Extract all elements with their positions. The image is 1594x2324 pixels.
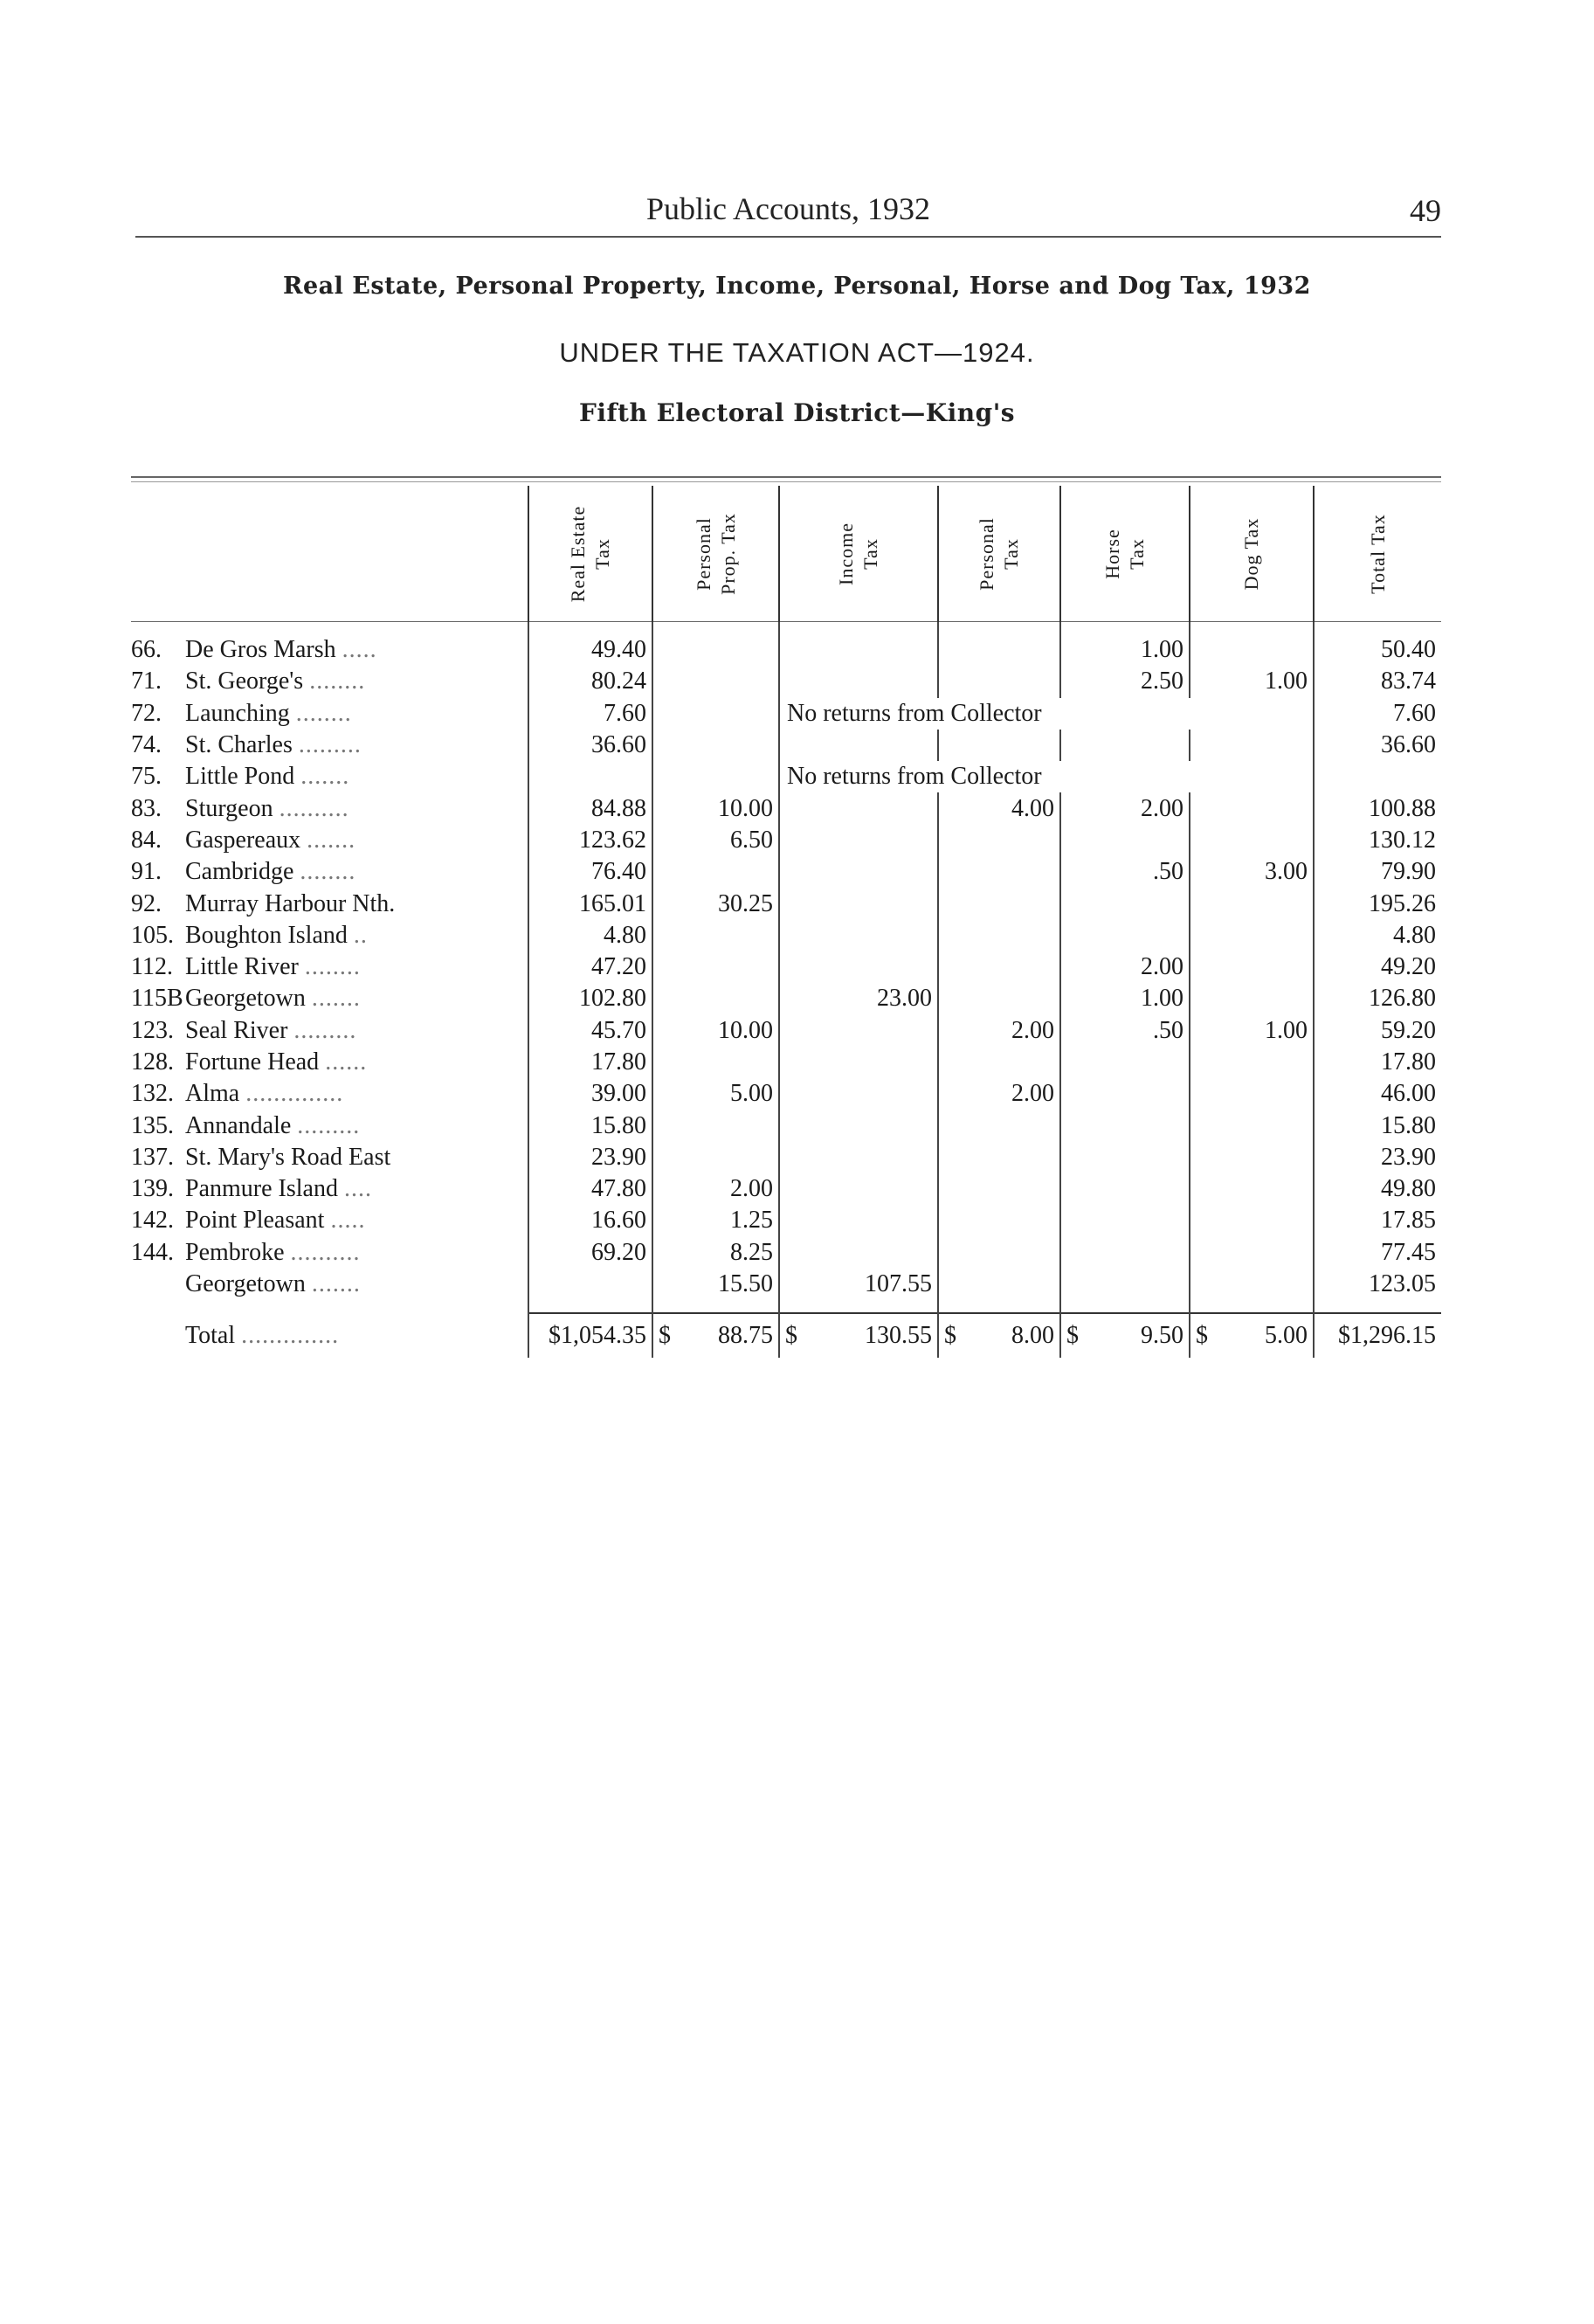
cell-personal bbox=[938, 888, 1060, 919]
no-returns-note: No returns from Collector bbox=[779, 698, 1314, 730]
table-row bbox=[131, 698, 1441, 730]
district-name-cell bbox=[131, 761, 528, 792]
cell-personal-prop bbox=[652, 1110, 779, 1141]
cell-personal-prop bbox=[652, 666, 779, 697]
cell-income: 23.00 bbox=[779, 983, 938, 1014]
cell-personal-prop bbox=[652, 634, 779, 666]
district-name: Murray Harbour Nth. bbox=[185, 889, 396, 917]
cell-horse: 2.00 bbox=[1060, 951, 1190, 983]
cell-personal bbox=[938, 1173, 1060, 1205]
column-header-real-estate bbox=[528, 486, 652, 622]
cell-personal bbox=[938, 951, 1060, 983]
district-number: 75. bbox=[131, 763, 162, 791]
cell-personal bbox=[938, 1110, 1060, 1141]
district-number: 144. bbox=[131, 1238, 174, 1266]
leader-dots: ........ bbox=[304, 953, 361, 981]
column-header-line: Dog Tax bbox=[1240, 517, 1262, 590]
column-header-horse bbox=[1060, 486, 1190, 622]
leader-dots: ........ bbox=[295, 699, 352, 727]
total-label-cell bbox=[131, 1313, 528, 1358]
district-name-cell bbox=[131, 1173, 528, 1205]
district-name-cell bbox=[131, 1142, 528, 1173]
cell-dog bbox=[1190, 1269, 1314, 1300]
total-real-estate: $1,054.35 bbox=[528, 1313, 652, 1358]
district-name: Panmure Island bbox=[185, 1175, 338, 1203]
table-row bbox=[131, 1110, 1441, 1141]
district-name-cell bbox=[131, 634, 528, 666]
district-name: Fortune Head bbox=[185, 1048, 320, 1076]
cell-dog bbox=[1190, 792, 1314, 824]
cell-personal bbox=[938, 1205, 1060, 1236]
district-number: 123. bbox=[131, 1016, 174, 1044]
page-title: Real Estate, Personal Property, Income, Personal, Horse and Dog Tax, 1932 bbox=[283, 273, 1311, 300]
district-number: 74. bbox=[131, 731, 162, 759]
running-head bbox=[135, 190, 1441, 238]
district-number: 84. bbox=[131, 826, 162, 854]
cell-personal-prop: 8.25 bbox=[652, 1237, 779, 1269]
table-top-rule bbox=[131, 476, 1441, 478]
tax-table bbox=[131, 486, 1441, 1358]
district-name-cell bbox=[131, 792, 528, 824]
page-number: 49 bbox=[1410, 193, 1441, 228]
total-personal-prop-cell bbox=[652, 1313, 779, 1358]
leader-dots: ......... bbox=[293, 1016, 357, 1044]
no-returns-note: No returns from Collector bbox=[779, 761, 1314, 792]
district-name: Annandale bbox=[185, 1111, 292, 1139]
table-row bbox=[131, 1078, 1441, 1110]
cell-personal bbox=[938, 666, 1060, 697]
district-name-cell bbox=[131, 920, 528, 951]
cell-personal-prop bbox=[652, 920, 779, 951]
district-number: 92. bbox=[131, 889, 162, 917]
cell-personal-prop: 10.00 bbox=[652, 1015, 779, 1047]
cell-dog bbox=[1190, 1142, 1314, 1173]
cell-personal bbox=[938, 856, 1060, 888]
cell-total: 46.00 bbox=[1314, 1078, 1441, 1110]
cell-personal-prop: 30.25 bbox=[652, 888, 779, 919]
cell-real-estate: 17.80 bbox=[528, 1047, 652, 1078]
cell-income bbox=[779, 666, 938, 697]
column-header-personal-prop bbox=[652, 486, 779, 622]
cell-personal-prop: 10.00 bbox=[652, 792, 779, 824]
district-name: Pembroke bbox=[185, 1238, 285, 1266]
total-label: Total bbox=[185, 1321, 236, 1349]
district-name-cell bbox=[131, 1269, 528, 1300]
district-name-cell bbox=[131, 825, 528, 856]
cell-personal-prop bbox=[652, 1142, 779, 1173]
district-number: 115B bbox=[131, 985, 183, 1013]
district-name: Georgetown bbox=[185, 1270, 306, 1298]
cell-total: 123.05 bbox=[1314, 1269, 1441, 1300]
cell-horse: .50 bbox=[1060, 856, 1190, 888]
cell-income bbox=[779, 888, 938, 919]
cell-total: 59.20 bbox=[1314, 1015, 1441, 1047]
cell-real-estate: 23.90 bbox=[528, 1142, 652, 1173]
cell-real-estate: 45.70 bbox=[528, 1015, 652, 1047]
cell-total: 49.20 bbox=[1314, 951, 1441, 983]
district-name-cell bbox=[131, 1237, 528, 1269]
cell-income bbox=[779, 951, 938, 983]
district-number: 128. bbox=[131, 1048, 174, 1076]
cell-horse: 2.00 bbox=[1060, 792, 1190, 824]
leader-dots: ........ bbox=[300, 858, 356, 886]
column-header-line: Tax bbox=[859, 537, 881, 570]
cell-real-estate: 165.01 bbox=[528, 888, 652, 919]
district-number: 66. bbox=[131, 636, 162, 664]
table-row bbox=[131, 888, 1441, 919]
cell-real-estate: 39.00 bbox=[528, 1078, 652, 1110]
column-header-line: Personal bbox=[976, 516, 997, 591]
cell-income bbox=[779, 1205, 938, 1236]
district-name: Gaspereaux bbox=[185, 826, 301, 854]
cell-personal: 4.00 bbox=[938, 792, 1060, 824]
cell-real-estate: 47.80 bbox=[528, 1173, 652, 1205]
cell-total: 15.80 bbox=[1314, 1110, 1441, 1141]
cell-total: 126.80 bbox=[1314, 983, 1441, 1014]
cell-income bbox=[779, 856, 938, 888]
column-header-dog bbox=[1190, 486, 1314, 622]
district-name-cell bbox=[131, 1205, 528, 1236]
cell-personal-prop bbox=[652, 730, 779, 761]
cell-horse bbox=[1060, 1237, 1190, 1269]
district-name-cell bbox=[131, 951, 528, 983]
cell-total: 49.80 bbox=[1314, 1173, 1441, 1205]
district-number: 72. bbox=[131, 699, 162, 727]
district-heading: Fifth Electoral District—King's bbox=[578, 398, 1016, 427]
cell-dog bbox=[1190, 920, 1314, 951]
district-name-cell bbox=[131, 666, 528, 697]
cell-horse: 1.00 bbox=[1060, 983, 1190, 1014]
district-name: Alma bbox=[185, 1080, 240, 1108]
table-header bbox=[131, 486, 1441, 622]
cell-total: 17.80 bbox=[1314, 1047, 1441, 1078]
cell-personal-prop bbox=[652, 983, 779, 1014]
leader-dots: ...... bbox=[325, 1048, 368, 1076]
leader-dots: ....... bbox=[311, 1270, 361, 1298]
cell-personal bbox=[938, 920, 1060, 951]
column-header-income bbox=[779, 486, 938, 622]
column-header-personal bbox=[938, 486, 1060, 622]
cell-dog bbox=[1190, 634, 1314, 666]
cell-personal-prop bbox=[652, 856, 779, 888]
cell-real-estate: 49.40 bbox=[528, 634, 652, 666]
currency-sign: $ bbox=[659, 1322, 671, 1350]
table-row bbox=[131, 1173, 1441, 1205]
district-name-cell bbox=[131, 1015, 528, 1047]
currency-sign: $ bbox=[1066, 1322, 1079, 1350]
leader-dots: ........ bbox=[309, 667, 366, 695]
district-number: 137. bbox=[131, 1143, 174, 1171]
district-name: Cambridge bbox=[185, 858, 294, 886]
table-row bbox=[131, 920, 1441, 951]
cell-income bbox=[779, 1173, 938, 1205]
cell-dog: 1.00 bbox=[1190, 666, 1314, 697]
column-header-district bbox=[131, 486, 528, 622]
cell-horse bbox=[1060, 1269, 1190, 1300]
cell-horse bbox=[1060, 1110, 1190, 1141]
leader-dots: .. bbox=[353, 921, 368, 949]
district-name-cell bbox=[131, 1078, 528, 1110]
table-row bbox=[131, 761, 1441, 792]
cell-dog bbox=[1190, 825, 1314, 856]
cell-real-estate: 47.20 bbox=[528, 951, 652, 983]
cell-real-estate: 123.62 bbox=[528, 825, 652, 856]
table-row bbox=[131, 951, 1441, 983]
column-header-line: Prop. Tax bbox=[716, 512, 739, 595]
cell-income: 107.55 bbox=[779, 1269, 938, 1300]
district-name: Sturgeon bbox=[185, 794, 273, 822]
cell-income bbox=[779, 1078, 938, 1110]
district-number: 83. bbox=[131, 794, 162, 822]
cell-income bbox=[779, 792, 938, 824]
cell-real-estate: 36.60 bbox=[528, 730, 652, 761]
cell-total: 23.90 bbox=[1314, 1142, 1441, 1173]
district-name-cell bbox=[131, 983, 528, 1014]
cell-income bbox=[779, 1110, 938, 1141]
district-name-cell bbox=[131, 730, 528, 761]
cell-real-estate bbox=[528, 1269, 652, 1300]
total-horse: 9.50 bbox=[1141, 1322, 1183, 1350]
cell-real-estate bbox=[528, 761, 652, 792]
district-number: 105. bbox=[131, 921, 174, 949]
cell-dog bbox=[1190, 951, 1314, 983]
cell-income bbox=[779, 1015, 938, 1047]
table-row bbox=[131, 1015, 1441, 1047]
running-head-title: Public Accounts, 1932 bbox=[646, 191, 930, 226]
cell-real-estate: 16.60 bbox=[528, 1205, 652, 1236]
total-total: $1,296.15 bbox=[1314, 1313, 1441, 1358]
cell-real-estate: 7.60 bbox=[528, 698, 652, 730]
column-header-line: Total Tax bbox=[1366, 513, 1389, 594]
cell-personal-prop: 2.00 bbox=[652, 1173, 779, 1205]
total-personal: 8.00 bbox=[1011, 1322, 1054, 1350]
cell-dog bbox=[1190, 1110, 1314, 1141]
leader-dots: ....... bbox=[300, 763, 350, 791]
cell-total: 195.26 bbox=[1314, 888, 1441, 919]
cell-personal-prop bbox=[652, 761, 779, 792]
cell-dog bbox=[1190, 730, 1314, 761]
table-row bbox=[131, 730, 1441, 761]
cell-horse bbox=[1060, 825, 1190, 856]
district-name: Little Pond bbox=[185, 763, 295, 791]
page-subtitle: UNDER THE TAXATION ACT—1924. bbox=[559, 337, 1035, 368]
district-name: Boughton Island bbox=[185, 921, 348, 949]
cell-horse bbox=[1060, 1142, 1190, 1173]
district-name-cell bbox=[131, 856, 528, 888]
cell-personal-prop: 15.50 bbox=[652, 1269, 779, 1300]
district-name: Seal River bbox=[185, 1016, 288, 1044]
cell-personal bbox=[938, 1269, 1060, 1300]
district-name: St. George's bbox=[185, 667, 304, 695]
table-row bbox=[131, 792, 1441, 824]
leader-dots: ....... bbox=[307, 826, 356, 854]
leader-dots: ..... bbox=[342, 636, 377, 664]
cell-personal bbox=[938, 634, 1060, 666]
district-name-cell bbox=[131, 888, 528, 919]
cell-dog: 1.00 bbox=[1190, 1015, 1314, 1047]
cell-total: 130.12 bbox=[1314, 825, 1441, 856]
leader-dots: .......... bbox=[279, 794, 349, 822]
table-row bbox=[131, 666, 1441, 697]
cell-dog bbox=[1190, 1173, 1314, 1205]
cell-personal-prop bbox=[652, 1047, 779, 1078]
district-number: 142. bbox=[131, 1207, 174, 1235]
leader-dots: ......... bbox=[297, 1111, 361, 1139]
cell-personal bbox=[938, 1237, 1060, 1269]
leader-dots: ..... bbox=[330, 1207, 366, 1235]
cell-total: 4.80 bbox=[1314, 920, 1441, 951]
cell-total: 50.40 bbox=[1314, 634, 1441, 666]
cell-dog bbox=[1190, 888, 1314, 919]
cell-total: 17.85 bbox=[1314, 1205, 1441, 1236]
cell-total bbox=[1314, 761, 1441, 792]
cell-real-estate: 84.88 bbox=[528, 792, 652, 824]
table-row bbox=[131, 825, 1441, 856]
column-header-line: Personal bbox=[692, 516, 714, 591]
cell-real-estate: 15.80 bbox=[528, 1110, 652, 1141]
cell-personal-prop: 1.25 bbox=[652, 1205, 779, 1236]
cell-dog bbox=[1190, 1047, 1314, 1078]
cell-dog bbox=[1190, 1078, 1314, 1110]
cell-total: 83.74 bbox=[1314, 666, 1441, 697]
district-name: St. Mary's Road East bbox=[185, 1143, 391, 1171]
cell-income bbox=[779, 1047, 938, 1078]
cell-total: 36.60 bbox=[1314, 730, 1441, 761]
leader-dots: .... bbox=[343, 1175, 372, 1203]
cell-income bbox=[779, 1142, 938, 1173]
cell-personal bbox=[938, 1047, 1060, 1078]
district-number: 132. bbox=[131, 1080, 174, 1108]
currency-sign: $ bbox=[1196, 1322, 1208, 1350]
district-name-cell bbox=[131, 698, 528, 730]
cell-dog bbox=[1190, 1237, 1314, 1269]
leader-dots: ....... bbox=[311, 985, 361, 1013]
cell-personal-prop: 6.50 bbox=[652, 825, 779, 856]
column-header-total bbox=[1314, 486, 1441, 622]
district-name: Little River bbox=[185, 953, 299, 981]
cell-income bbox=[779, 730, 938, 761]
total-horse-cell bbox=[1060, 1313, 1190, 1358]
cell-horse bbox=[1060, 920, 1190, 951]
district-name-cell bbox=[131, 1047, 528, 1078]
cell-personal bbox=[938, 730, 1060, 761]
leader-dots: .............. bbox=[241, 1321, 340, 1349]
table-spacer-row bbox=[131, 1300, 1441, 1313]
table-spacer-row bbox=[131, 622, 1441, 635]
total-dog: 5.00 bbox=[1265, 1322, 1308, 1350]
table-row bbox=[131, 1047, 1441, 1078]
cell-real-estate: 80.24 bbox=[528, 666, 652, 697]
table-row bbox=[131, 1142, 1441, 1173]
total-row bbox=[131, 1313, 1441, 1358]
cell-personal bbox=[938, 825, 1060, 856]
district-name: Point Pleasant bbox=[185, 1207, 325, 1235]
district-name-cell bbox=[131, 1110, 528, 1141]
currency-sign: $ bbox=[785, 1322, 797, 1350]
leader-dots: .............. bbox=[245, 1080, 344, 1108]
cell-income bbox=[779, 1237, 938, 1269]
cell-total: 79.90 bbox=[1314, 856, 1441, 888]
cell-dog bbox=[1190, 1205, 1314, 1236]
cell-personal-prop: 5.00 bbox=[652, 1078, 779, 1110]
table-row bbox=[131, 634, 1441, 666]
cell-dog bbox=[1190, 983, 1314, 1014]
table-row bbox=[131, 856, 1441, 888]
leader-dots: .......... bbox=[290, 1238, 361, 1266]
cell-horse bbox=[1060, 1078, 1190, 1110]
column-header-line: Tax bbox=[1126, 537, 1148, 570]
district-name: De Gros Marsh bbox=[185, 636, 336, 664]
cell-real-estate: 4.80 bbox=[528, 920, 652, 951]
cell-horse: .50 bbox=[1060, 1015, 1190, 1047]
cell-income bbox=[779, 825, 938, 856]
total-income: 130.55 bbox=[865, 1322, 932, 1350]
cell-dog: 3.00 bbox=[1190, 856, 1314, 888]
cell-total: 77.45 bbox=[1314, 1237, 1441, 1269]
column-header-line: Horse bbox=[1101, 528, 1123, 579]
currency-sign: $ bbox=[944, 1322, 956, 1350]
cell-personal-prop bbox=[652, 698, 779, 730]
total-income-cell bbox=[779, 1313, 938, 1358]
cell-personal bbox=[938, 1142, 1060, 1173]
district-name: Launching bbox=[185, 699, 290, 727]
cell-income bbox=[779, 634, 938, 666]
column-header-line: Tax bbox=[591, 537, 613, 570]
cell-horse: 1.00 bbox=[1060, 634, 1190, 666]
cell-real-estate: 69.20 bbox=[528, 1237, 652, 1269]
district-name: St. Charles bbox=[185, 731, 293, 759]
table-body bbox=[131, 622, 1441, 1301]
district-name: Georgetown bbox=[185, 985, 306, 1013]
district-number: 139. bbox=[131, 1175, 174, 1203]
district-number: 112. bbox=[131, 953, 173, 981]
cell-horse bbox=[1060, 1173, 1190, 1205]
cell-personal: 2.00 bbox=[938, 1078, 1060, 1110]
cell-income bbox=[779, 920, 938, 951]
cell-real-estate: 102.80 bbox=[528, 983, 652, 1014]
total-dog-cell bbox=[1190, 1313, 1314, 1358]
cell-total: 7.60 bbox=[1314, 698, 1441, 730]
district-number: 71. bbox=[131, 667, 162, 695]
cell-personal bbox=[938, 983, 1060, 1014]
cell-horse bbox=[1060, 888, 1190, 919]
table-footer bbox=[131, 1300, 1441, 1358]
total-personal-cell bbox=[938, 1313, 1060, 1358]
column-header-line: Income bbox=[835, 522, 857, 585]
table-row bbox=[131, 1205, 1441, 1236]
table-row bbox=[131, 983, 1441, 1014]
district-number: 91. bbox=[131, 858, 162, 886]
cell-total: 100.88 bbox=[1314, 792, 1441, 824]
leader-dots: ......... bbox=[298, 731, 362, 759]
cell-personal-prop bbox=[652, 951, 779, 983]
cell-real-estate: 76.40 bbox=[528, 856, 652, 888]
table-row bbox=[131, 1269, 1441, 1300]
cell-horse bbox=[1060, 730, 1190, 761]
table-top-rule-thin bbox=[131, 481, 1441, 482]
district-number: 135. bbox=[131, 1111, 174, 1139]
table-row bbox=[131, 1237, 1441, 1269]
cell-horse bbox=[1060, 1047, 1190, 1078]
cell-horse bbox=[1060, 1205, 1190, 1236]
column-header-line: Tax bbox=[1000, 537, 1022, 570]
total-personal-prop: 88.75 bbox=[718, 1322, 773, 1350]
column-header-line: Real Estate bbox=[567, 505, 589, 602]
cell-horse: 2.50 bbox=[1060, 666, 1190, 697]
cell-personal: 2.00 bbox=[938, 1015, 1060, 1047]
